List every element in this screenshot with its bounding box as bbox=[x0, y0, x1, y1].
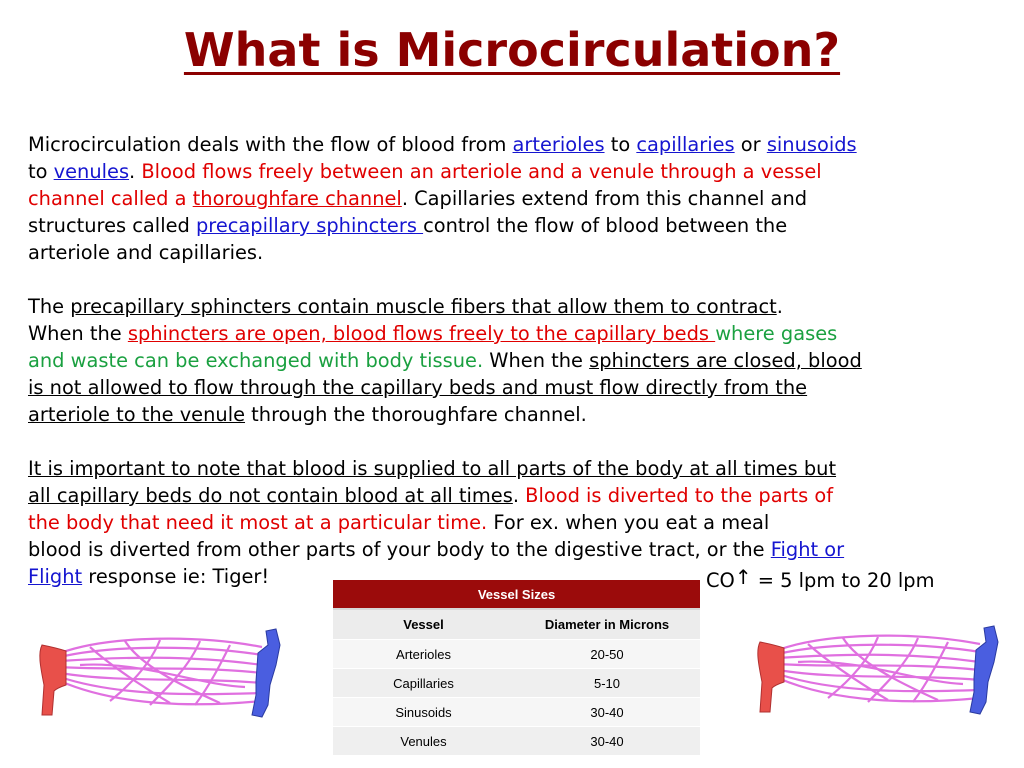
link-sinusoids[interactable]: sinusoids bbox=[766, 133, 857, 156]
cardiac-output-text: CO↑ = 5 lpm to 20 lpm bbox=[706, 565, 935, 592]
table-cell: 30-40 bbox=[590, 733, 624, 749]
p3-line-3: the body that need it most at a particular time. For ex. when you eat a meal bbox=[28, 511, 770, 534]
link-venules[interactable]: venules bbox=[53, 160, 130, 183]
p1-line-2: to venules. Blood flows freely between an arteriole and a venule through a vessel bbox=[28, 160, 822, 183]
p1-line-5: arteriole and capillaries. bbox=[28, 241, 264, 264]
table-cell: Arterioles bbox=[396, 646, 451, 662]
p2-line-1: The precapillary sphincters contain muscle fibers that allow them to contract. bbox=[28, 295, 783, 318]
table-cell: 20-50 bbox=[590, 646, 624, 662]
table-header-cell: Vessel bbox=[403, 617, 444, 632]
p1-line-1: Microcirculation deals with the flow of blood from arterioles to capillaries or sinusoids bbox=[28, 133, 857, 156]
table-cell: 30-40 bbox=[590, 704, 624, 720]
arteriole-shape bbox=[758, 642, 784, 712]
table-row bbox=[333, 669, 700, 698]
venule-shape bbox=[970, 626, 998, 714]
p3-line-4: blood is diverted from other parts of your body to the digestive tract, or the Fight or bbox=[28, 538, 845, 561]
table-header-row bbox=[333, 610, 700, 640]
table-row bbox=[333, 698, 700, 727]
link-arterioles[interactable]: arterioles bbox=[512, 133, 605, 156]
capillary-network bbox=[778, 636, 980, 702]
p1-line-3: channel called a thoroughfare channel. Capillaries extend from this channel and bbox=[28, 187, 808, 210]
p2-line-3: and waste can be exchanged with body tissue. When the sphincters are closed, blood bbox=[28, 349, 862, 372]
link-precapillary-sphincters[interactable]: precapillary sphincters bbox=[195, 214, 424, 237]
p3-line-2: all capillary beds do not contain blood at all times. Blood is diverted to the parts of bbox=[28, 484, 834, 507]
table-row bbox=[333, 727, 700, 756]
table-cell: 5-10 bbox=[593, 675, 621, 691]
p1-line-4: structures called precapillary sphincters control the flow of blood between the bbox=[28, 214, 788, 237]
table-caption: Vessel Sizes bbox=[333, 580, 700, 610]
table-cell: Capillaries bbox=[393, 675, 454, 691]
capillary-bed-illustration-left bbox=[30, 625, 285, 720]
vessel-sizes-table bbox=[333, 580, 700, 755]
p3-line-5: Flight response ie: Tiger! bbox=[28, 565, 270, 588]
link-capillaries[interactable]: capillaries bbox=[636, 133, 735, 156]
table-row bbox=[333, 640, 700, 669]
link-thoroughfare-channel[interactable]: thoroughfare channel bbox=[192, 187, 402, 210]
table-header-cell: Diameter in Microns bbox=[544, 617, 670, 632]
link-fight-or-flight[interactable]: Fight or bbox=[770, 538, 845, 561]
link-flight[interactable]: Flight bbox=[28, 565, 83, 588]
p3-line-1: It is important to note that blood is supplied to all parts of the body at all times but bbox=[28, 457, 837, 480]
p2-line-4: is not allowed to flow through the capillary beds and must flow directly from the bbox=[28, 376, 808, 399]
venule-shape bbox=[252, 629, 280, 717]
p2-line-5: arteriole to the venule through the thoroughfare channel. bbox=[28, 403, 587, 426]
page-title: What is Microcirculation? bbox=[183, 23, 841, 77]
p2-line-2: When the sphincters are open, blood flows freely to the capillary beds where gases bbox=[28, 322, 838, 345]
arteriole-shape bbox=[40, 645, 66, 715]
capillary-bed-illustration-right bbox=[748, 622, 1003, 717]
capillary-network bbox=[60, 639, 262, 705]
body-text bbox=[28, 131, 1018, 590]
up-arrow-icon: ↑ bbox=[734, 565, 752, 589]
table-cell: Venules bbox=[400, 733, 447, 749]
table-cell: Sinusoids bbox=[395, 704, 452, 720]
